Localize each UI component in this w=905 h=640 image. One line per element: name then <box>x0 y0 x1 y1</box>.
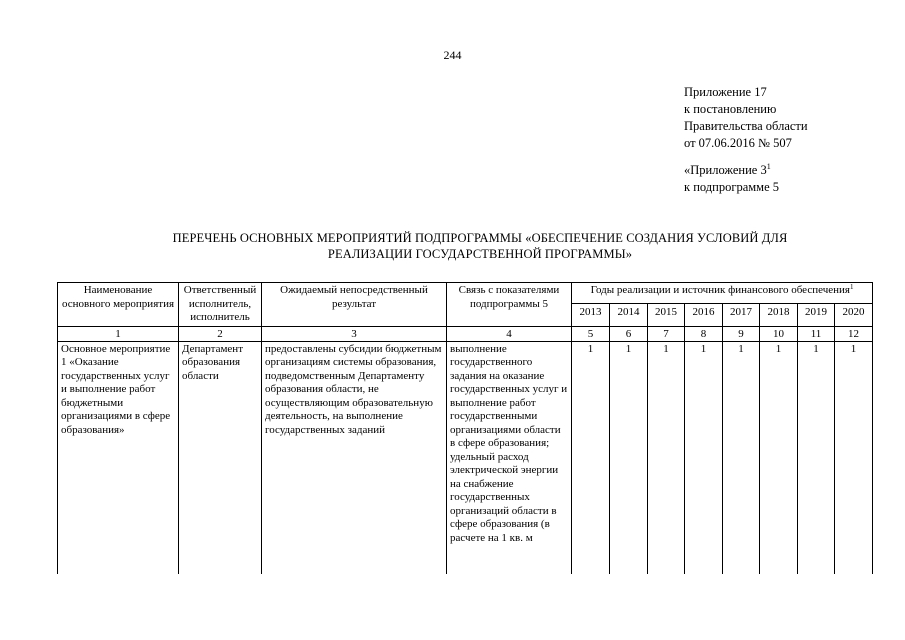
title-line-2: РЕАЛИЗАЦИИ ГОСУДАРСТВЕННОЙ ПРОГРАММЫ» <box>327 247 633 261</box>
title-line-1: ПЕРЕЧЕНЬ ОСНОВНЫХ МЕРОПРИЯТИЙ ПОДПРОГРАММЫ «ОБЕСПЕЧЕНИЕ СОЗДАНИЯ УСЛОВИЙ ДЛЯ <box>172 231 788 245</box>
sub-appendix-line <box>684 162 808 179</box>
appendix-line: Приложение 17 <box>684 85 767 99</box>
value-cell: 1 <box>835 341 873 574</box>
column-number: 3 <box>262 326 447 341</box>
value-cell: 1 <box>648 341 685 574</box>
appendix-block <box>684 84 808 196</box>
header-activity: Наименование основного мероприятия <box>58 283 179 327</box>
result-cell: предоставлены субсидии бюджетным организациям системы образования, подведомственным Департаменту образования области, не осуществляющим образовательную деятельность, на выполнение государственных заданий <box>262 341 447 574</box>
year-cell: 2019 <box>798 303 835 326</box>
value-cell: 1 <box>572 341 610 574</box>
value-cell: 1 <box>685 341 723 574</box>
sub-appendix-line2: к подпрограмме 5 <box>684 180 779 194</box>
table-row <box>58 341 873 574</box>
activities-table <box>57 282 873 574</box>
column-number: 5 <box>572 326 610 341</box>
value-cell: 1 <box>610 341 648 574</box>
column-number: 4 <box>447 326 572 341</box>
year-cell: 2020 <box>835 303 873 326</box>
appendix-line: к постановлению <box>684 102 777 116</box>
sub-appendix-superscript: 1 <box>766 162 771 171</box>
header-funding-text: Годы реализации и источник финансового обеспечения <box>590 284 850 296</box>
year-cell: 2018 <box>760 303 798 326</box>
column-number: 10 <box>760 326 798 341</box>
header-funding-superscript: 1 <box>849 283 854 291</box>
link-cell: выполнение государственного задания на оказание государственных услуг и выполнение работ государственными организациями области в сфере образования; удельный расход электрической энергии на снабжение государственных организаций области в сфере образования (в расчете на 1 кв. м <box>447 341 572 574</box>
appendix-line: Правительства области <box>684 119 808 133</box>
column-number: 9 <box>723 326 760 341</box>
document-title <box>110 230 850 262</box>
year-cell: 2016 <box>685 303 723 326</box>
header-link: Связь с показателями подпрограммы 5 <box>447 283 572 327</box>
column-number: 2 <box>179 326 262 341</box>
column-number: 8 <box>685 326 723 341</box>
header-row <box>58 283 873 304</box>
appendix-line: от 07.06.2016 № 507 <box>684 136 792 150</box>
value-cell: 1 <box>760 341 798 574</box>
activity-cell: Основное мероприятие 1 «Оказание государственных услуг и выполнение работ бюджетными организациями в сфере образования» <box>58 341 179 574</box>
sub-appendix-text: «Приложение 3 <box>684 163 767 177</box>
year-cell: 2013 <box>572 303 610 326</box>
column-number: 7 <box>648 326 685 341</box>
column-number: 11 <box>798 326 835 341</box>
header-executor: Ответственный исполнитель, исполнитель <box>179 283 262 327</box>
column-number: 1 <box>58 326 179 341</box>
page-number: 244 <box>443 48 462 62</box>
header-funding <box>572 283 873 304</box>
column-number: 12 <box>835 326 873 341</box>
year-cell: 2015 <box>648 303 685 326</box>
year-cell: 2017 <box>723 303 760 326</box>
executor-cell: Департамент образования области <box>179 341 262 574</box>
column-number: 6 <box>610 326 648 341</box>
value-cell: 1 <box>798 341 835 574</box>
column-numbers-row <box>58 326 873 341</box>
year-cell: 2014 <box>610 303 648 326</box>
header-result: Ожидаемый непосредственный результат <box>262 283 447 327</box>
value-cell: 1 <box>723 341 760 574</box>
